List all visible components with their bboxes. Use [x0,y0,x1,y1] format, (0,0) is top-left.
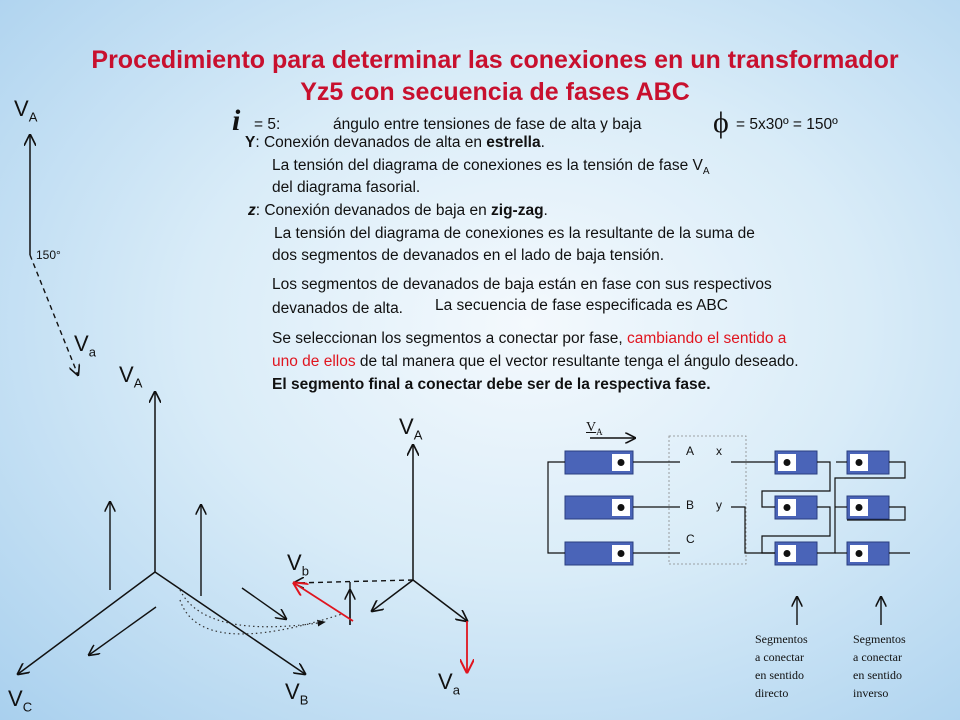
y-letter: Y [245,134,256,151]
conn-va-label [586,420,603,437]
zigzag-phasor-diagram [294,445,467,672]
phi-value: = 5x30º = 150º [736,116,838,133]
star-vb-label [285,679,308,707]
zz-va-lower-label [438,669,460,697]
zz-dashed-vector [294,580,413,583]
y-line-3: del diagrama fasorial. [272,179,421,196]
primary-winding-b [565,496,633,519]
zz-va-main: V [399,414,414,439]
star-va-main: V [119,362,134,387]
segments-line-2: devanados de alta. [272,300,403,317]
star-va-label [119,362,142,390]
z-line-3: dos segmentos de devanados en el lado de baja tensión. [272,247,665,264]
angle-150-label: 150° [36,248,61,262]
secondary-inverse-a [847,451,889,474]
small-va-label [14,96,37,124]
caption-inverse [853,630,906,702]
select-line-2b: de tal manera que el vector resultante tenga el ángulo deseado. [355,353,799,370]
zz-va-sub: A [413,427,423,443]
caption-direct-line-2: a conectar [755,650,804,664]
segments-line-1: Los segmentos de devanados de baja están en fase con sus respectivos [272,276,772,293]
select-line-2a: uno de ellos [272,353,356,370]
zz-seg-1 [413,580,467,621]
caption-direct [755,630,808,702]
small-va-lower-label [74,331,96,359]
phi-symbol: ϕ [713,106,729,139]
y-line-2-text: La tensión del diagrama de conexiones es la tensión de fase V [272,157,703,174]
small-va-lower-main: V [74,331,89,356]
star-phasor-diagram [18,392,342,674]
primary-neutral [548,462,565,553]
caption-direct-line-1: Segmentos [755,632,808,646]
secondary-direct-a [775,451,817,474]
small-va-sub: A [28,109,38,125]
star-vb-vector [155,572,305,674]
select-line-1b: cambiando el sentido a [626,330,787,347]
index-i-symbol: i [232,104,241,137]
z-text: : Conexión devanados de baja en [255,202,492,219]
zz-va-lower-sub: a [452,682,460,698]
secondary-inverse-b [847,496,889,519]
select-line-3: El segmento final a conectar debe ser de la respectiva fase. [272,376,711,393]
terminal-x-label: x [716,444,722,458]
select-line-1a: Se seleccionan los segmentos a conectar por fase, [272,330,627,347]
zz-va-label [399,414,422,442]
z-line-2: La tensión del diagrama de conexiones es la resultante de la suma de [274,225,755,242]
terminal-c-label: C [686,532,695,546]
zz-seg-2 [372,580,413,611]
z-letter: z [248,202,256,219]
star-vc-label [8,686,32,714]
zz-vb-sub: b [301,563,309,579]
zz-vb-label [287,550,309,578]
primary-winding-a [565,451,633,474]
small-va-lower-sub: a [88,344,96,360]
seg-b1 [242,588,286,619]
index-value: = 5: [254,116,281,133]
zz-vb-resultant [294,583,353,621]
small-va-lower-vector [30,255,78,375]
caption-direct-line-4: directo [755,686,789,700]
caption-inverse-line-1: Segmentos [853,632,906,646]
star-vc-main: V [8,686,23,711]
z-bold: zig-zag [491,202,544,219]
secondary-direct-c [775,542,817,565]
terminal-a-label: A [686,444,695,458]
secondary-inverse-c [847,542,889,565]
y-bold: estrella [486,134,541,151]
terminal-y-label: y [716,498,722,512]
terminal-box [669,436,746,564]
y-line-2-sub: A [702,166,710,178]
caption-inverse-line-3: en sentido [853,668,902,682]
angle-description: ángulo entre tensiones de fase de alta y baja [333,116,642,133]
caption-inverse-line-4: inverso [853,686,889,700]
star-vb-sub: B [299,692,309,708]
segments-sequence: La secuencia de fase especificada es ABC [435,297,728,314]
y-text: : Conexión devanados de alta en [255,134,487,151]
title-line-1: Procedimiento para determinar las conexiones en un transformador [91,46,899,74]
y-end: . [540,134,545,151]
caption-inverse-line-2: a conectar [853,650,902,664]
title-line-2: Yz5 con secuencia de fases ABC [300,78,690,106]
caption-direct-line-3: en sentido [755,668,804,682]
star-vb-main: V [285,679,300,704]
zz-vb-main: V [287,550,302,575]
small-va-main: V [14,96,29,121]
conn-va-sub: A [596,426,603,437]
connection-diagram [548,436,910,625]
star-va-sub: A [133,375,143,391]
terminal-b-label: B [686,498,695,512]
primary-winding-c [565,542,633,565]
zz-va-lower-main: V [438,669,453,694]
z-end: . [543,202,548,219]
star-vc-sub: C [22,699,33,715]
secondary-direct-b [775,496,817,519]
conn-va-main: V [586,420,597,435]
